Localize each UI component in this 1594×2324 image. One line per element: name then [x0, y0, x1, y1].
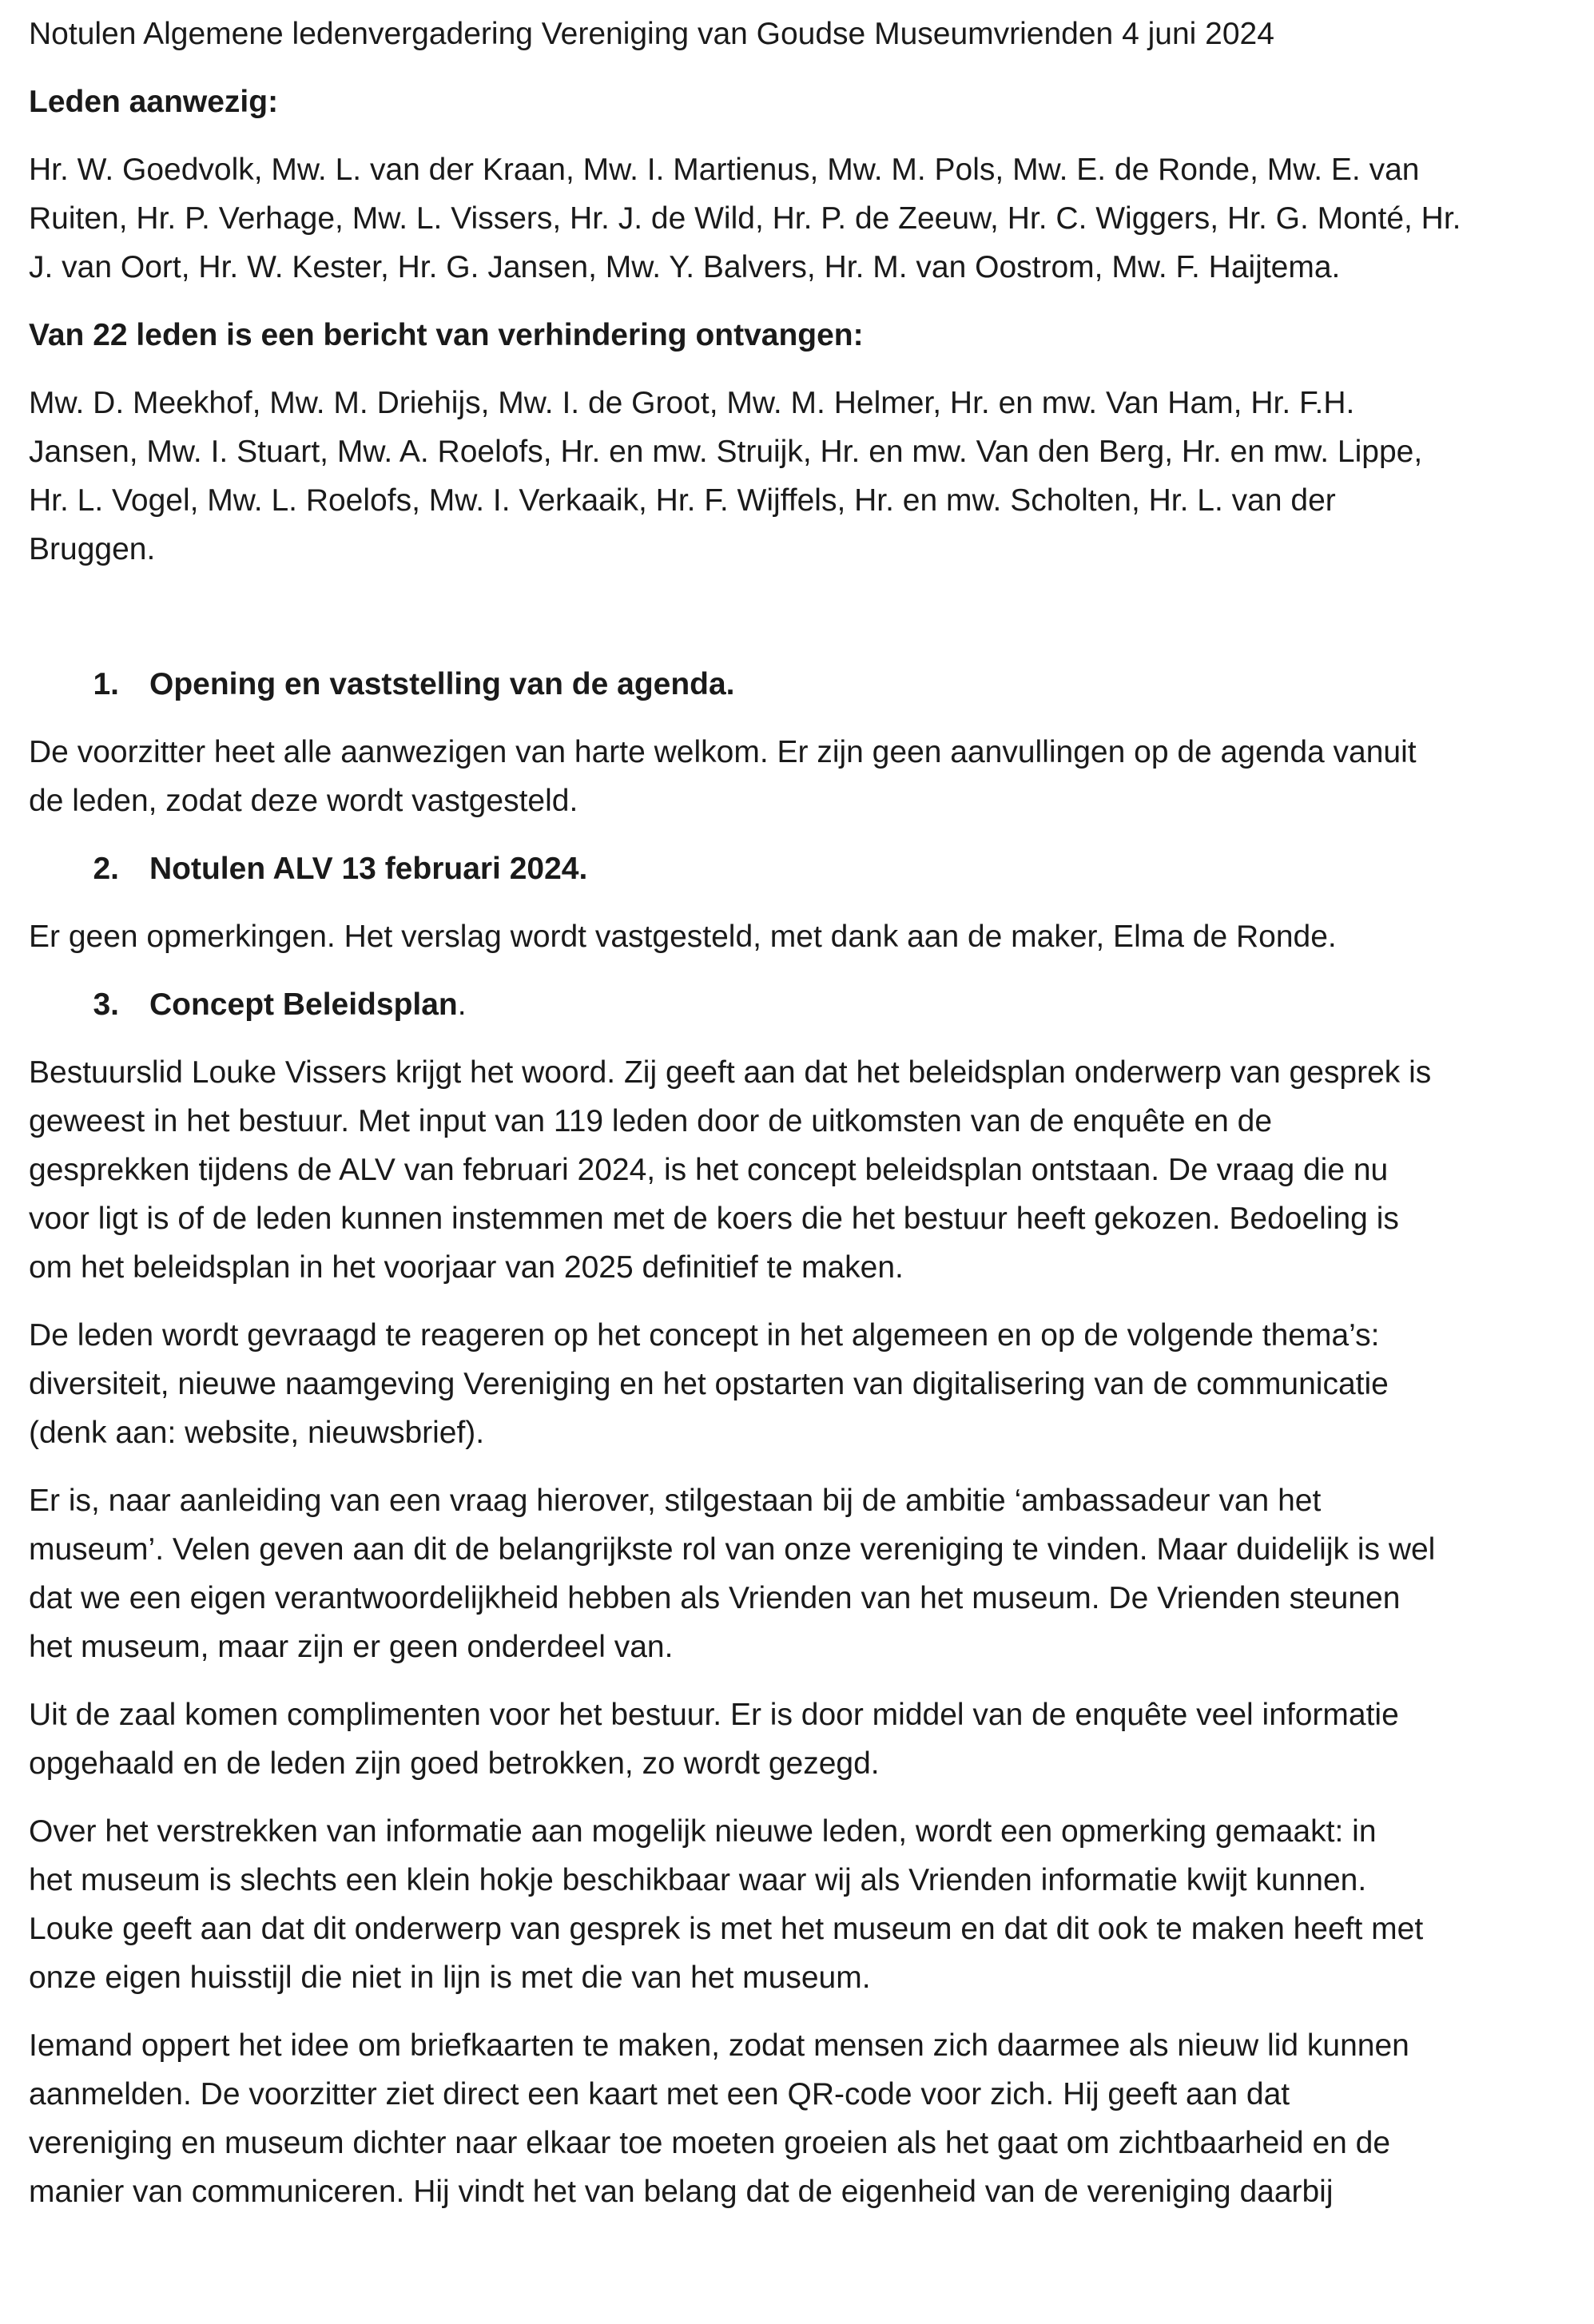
paragraph-line: voor ligt is of de leden kunnen instemmen met de koers die het bestuur heeft gekozen. Bedoeling is	[29, 1202, 1399, 1236]
paragraph	[29, 1476, 1563, 1671]
paragraph-line: Er is, naar aanleiding van een vraag hierover, stilgestaan bij de ambitie ‘ambassadeur van het	[29, 1484, 1322, 1518]
section-title: Opening en vaststelling van de agenda.	[149, 667, 735, 701]
paragraph-line: het museum is slechts een klein hokje beschikbaar waar wij als Vrienden informatie kwijt kunnen.	[29, 1863, 1367, 1897]
absent-line: Bruggen.	[29, 532, 156, 566]
absent-heading: Van 22 leden is een bericht van verhindering ontvangen:	[29, 318, 864, 352]
paragraph-line: gesprekken tijdens de ALV van februari 2024, is het concept beleidsplan ontstaan. De vraag die nu	[29, 1153, 1389, 1187]
present-line: Hr. W. Goedvolk, Mw. L. van der Kraan, Mw. I. Martienus, Mw. M. Pols, Mw. E. de Ronde, Mw. E. van	[29, 153, 1420, 187]
present-line: J. van Oort, Hr. W. Kester, Hr. G. Jansen, Mw. Y. Balvers, Hr. M. van Oostrom, Mw. F. Haijtema.	[29, 250, 1341, 284]
absent-line: Hr. L. Vogel, Mw. L. Roelofs, Mw. I. Verkaaik, Hr. F. Wijffels, Hr. en mw. Scholten, Hr. L. van der	[29, 483, 1336, 518]
paragraph-line: dat we een eigen verantwoordelijkheid hebben als Vrienden van het museum. De Vrienden steunen	[29, 1581, 1401, 1615]
absent-line: Mw. D. Meekhof, Mw. M. Driehijs, Mw. I. de Groot, Mw. M. Helmer, Hr. en mw. Van Ham, Hr. F.H.	[29, 386, 1355, 420]
paragraph	[29, 1311, 1563, 1457]
section-title-tail: .	[457, 987, 467, 1022]
paragraph-line: vereniging en museum dichter naar elkaar toe moeten groeien als het gaat om zichtbaarheid en de	[29, 2126, 1391, 2160]
document-title: Notulen Algemene ledenvergadering Vereniging van Goudse Museumvrienden 4 juni 2024	[29, 17, 1274, 51]
paragraph-line: manier van communiceren. Hij vindt het van belang dat de eigenheid van de vereniging daarbij	[29, 2175, 1334, 2209]
paragraph-line: Louke geeft aan dat dit onderwerp van gesprek is met het museum en dat dit ook te maken heeft met	[29, 1912, 1424, 1946]
paragraph-line: geweest in het bestuur. Met input van 119 leden door de uitkomsten van de enquête en de	[29, 1104, 1273, 1138]
section-title: Notulen ALV 13 februari 2024.	[149, 852, 588, 886]
section-number: 1.	[93, 667, 119, 701]
present-line: Ruiten, Hr. P. Verhage, Mw. L. Vissers, Hr. J. de Wild, Hr. P. de Zeeuw, Hr. C. Wiggers, Hr. G. Monté, Hr.	[29, 201, 1461, 236]
paragraph-line: (denk aan: website, nieuwsbrief).	[29, 1416, 485, 1450]
paragraph-line: opgehaald en de leden zijn goed betrokken, zo wordt gezegd.	[29, 1746, 880, 1781]
paragraph-line: Uit de zaal komen complimenten voor het bestuur. Er is door middel van de enquête veel informatie	[29, 1698, 1399, 1732]
section-heading-3	[29, 980, 1563, 1029]
paragraph-line: om het beleidsplan in het voorjaar van 2025 definitief te maken.	[29, 1250, 904, 1285]
paragraph-line: museum’. Velen geven aan dit de belangrijkste rol van onze vereniging te vinden. Maar duidelijk is wel	[29, 1532, 1436, 1567]
paragraph-line: diversiteit, nieuwe naamgeving Vereniging en het opstarten van digitalisering van de communicatie	[29, 1367, 1389, 1401]
document-page	[29, 10, 1563, 2235]
present-members-list	[29, 145, 1563, 292]
section-title: Concept Beleidsplan	[149, 987, 458, 1022]
paragraph-line: Bestuurslid Louke Vissers krijgt het woord. Zij geeft aan dat het beleidsplan onderwerp van gesprek is	[29, 1055, 1432, 1090]
paragraph	[29, 1048, 1563, 1292]
paragraph-line: onze eigen huisstijl die niet in lijn is met die van het museum.	[29, 1961, 871, 1995]
paragraph-line: aanmelden. De voorzitter ziet direct een kaart met een QR-code voor zich. Hij geeft aan dat	[29, 2077, 1290, 2111]
present-heading: Leden aanwezig:	[29, 85, 279, 119]
paragraph-line: De voorzitter heet alle aanwezigen van harte welkom. Er zijn geen aanvullingen op de agenda vanuit	[29, 735, 1417, 769]
paragraph-line: De leden wordt gevraagd te reageren op het concept in het algemeen en op de volgende thema’s:	[29, 1318, 1380, 1353]
section-number: 3.	[93, 987, 119, 1022]
paragraph	[29, 1690, 1563, 1788]
absent-line: Jansen, Mw. I. Stuart, Mw. A. Roelofs, Hr. en mw. Struijk, Hr. en mw. Van den Berg, Hr. en mw. Lippe,	[29, 435, 1423, 469]
paragraph-line: Iemand oppert het idee om briefkaarten te maken, zodat mensen zich daarmee als nieuw lid kunnen	[29, 2028, 1409, 2063]
section-heading-1	[29, 660, 1563, 709]
paragraph	[29, 2021, 1563, 2216]
paragraph-line: Over het verstrekken van informatie aan mogelijk nieuwe leden, wordt een opmerking gemaakt: in	[29, 1814, 1377, 1849]
absent-members-list	[29, 379, 1563, 574]
paragraph	[29, 912, 1563, 961]
paragraph-line: de leden, zodat deze wordt vastgesteld.	[29, 784, 578, 818]
section-heading-2	[29, 844, 1563, 893]
paragraph	[29, 1807, 1563, 2002]
paragraph-line: het museum, maar zijn er geen onderdeel van.	[29, 1630, 674, 1664]
spacer	[29, 574, 1563, 660]
paragraph-line: Er geen opmerkingen. Het verslag wordt vastgesteld, met dank aan de maker, Elma de Ronde.	[29, 920, 1337, 954]
paragraph	[29, 728, 1563, 825]
section-number: 2.	[93, 852, 119, 886]
